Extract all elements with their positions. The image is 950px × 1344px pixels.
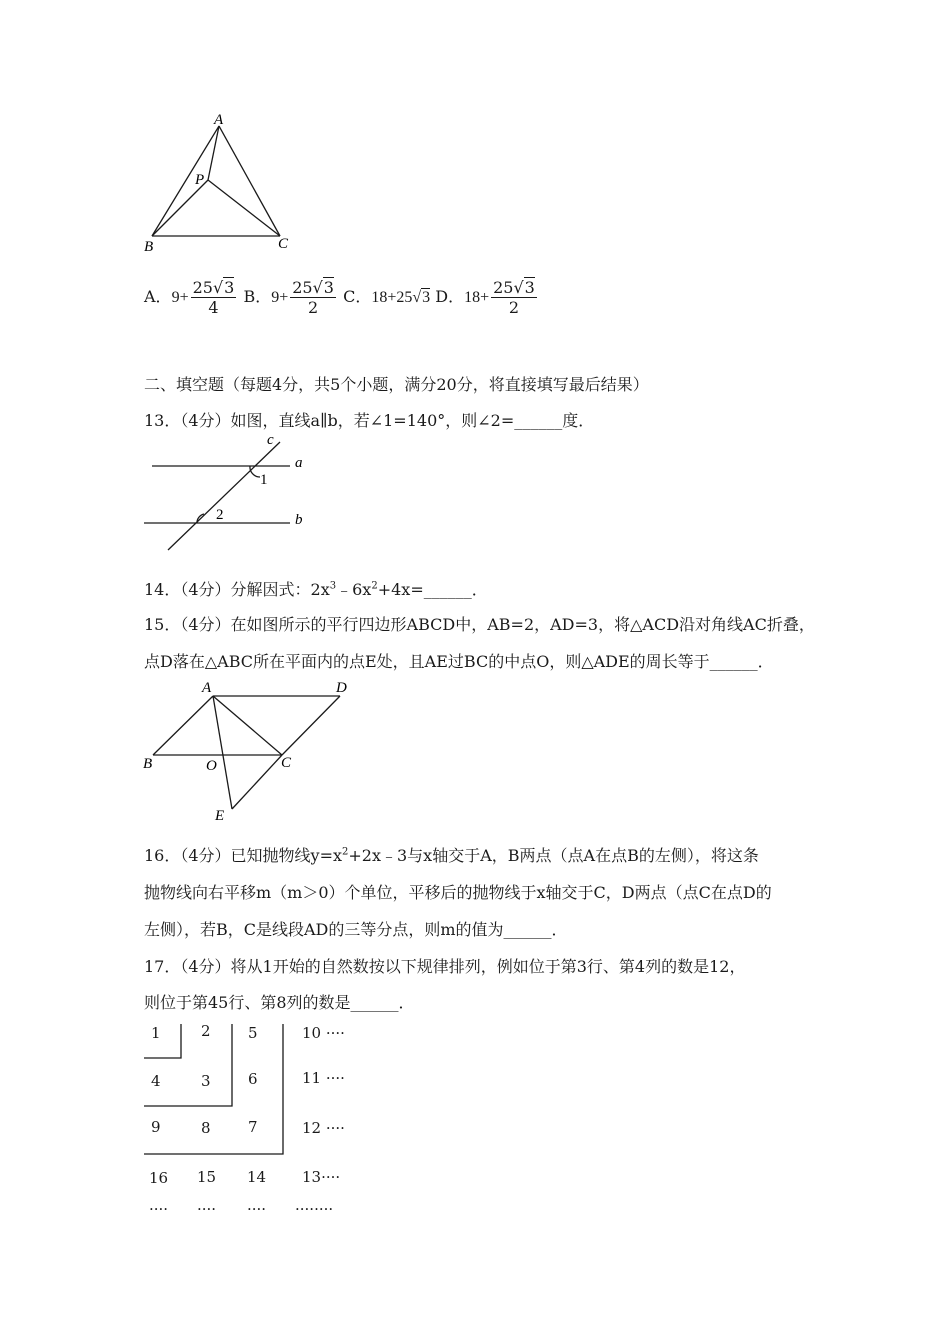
grid-cell-r2c4: 11 ···· bbox=[302, 1069, 345, 1087]
option-a-int: 9+ bbox=[171, 289, 189, 306]
grid-cell-r2c1: 4 bbox=[151, 1072, 161, 1090]
label-pb: B bbox=[143, 756, 153, 772]
grid-cell-r1c4: 10 ···· bbox=[302, 1024, 345, 1042]
q16-line-1: 16．（4分）已知抛物线$y=x^2+2x﹣3$与x轴交于A，B两点（点A在点B的左侧），将这条 bbox=[144, 846, 759, 865]
label-c: C bbox=[278, 236, 289, 252]
grid-cell-r4c4: 13···· bbox=[302, 1168, 341, 1186]
label-line-a: a bbox=[295, 455, 303, 471]
grid-cell-r4c2: 15 bbox=[197, 1168, 217, 1186]
label-angle-1: 1 bbox=[260, 472, 268, 488]
grid-cell-r4c1: 16 bbox=[149, 1169, 169, 1187]
option-c-value: 18+25√3 bbox=[371, 289, 431, 306]
grid-cell-r1c2: 2 bbox=[201, 1022, 211, 1040]
label-line-b: b bbox=[295, 512, 303, 528]
q13-text: 13．（4分）如图，直线a∥b，若∠1=140°，则∠2=______度． bbox=[144, 411, 595, 430]
q16-line-3: 左侧），若B，C是线段AD的三等分点，则m的值为______． bbox=[144, 920, 568, 939]
parallelogram-figure bbox=[140, 676, 360, 824]
q15-line-2: 点D落在△ABC所在平面内的点E处，且AE过BC的中点O，则△ADE的周长等于______． bbox=[144, 652, 774, 671]
option-c-label: C． bbox=[343, 287, 372, 306]
label-line-c: c bbox=[267, 432, 274, 448]
q17-line-1: 17．（4分）将从1开始的自然数按以下规律排列，例如位于第3行、第4列的数是12， bbox=[144, 957, 746, 976]
label-pd: D bbox=[336, 680, 347, 696]
q12-options bbox=[144, 278, 539, 317]
option-a-label: A． bbox=[144, 287, 172, 306]
grid-cell-r3c4: 12 ···· bbox=[302, 1119, 345, 1137]
number-grid-figure bbox=[140, 1018, 380, 1228]
grid-cell-r2c2: 3 bbox=[201, 1072, 211, 1090]
grid-cell-r1c3: 5 bbox=[248, 1024, 258, 1042]
label-angle-2: 2 bbox=[216, 507, 224, 523]
option-d-fraction: $\frac{25√3}{2}$ bbox=[493, 278, 535, 317]
option-b-label: B． bbox=[243, 287, 272, 306]
label-p: P bbox=[195, 172, 205, 188]
grid-cell-r3c2: 8 bbox=[201, 1119, 211, 1137]
label-pc: C bbox=[281, 755, 292, 771]
label-pa: A bbox=[202, 680, 212, 696]
option-b-int: 9+ bbox=[271, 289, 289, 306]
option-d-int: 18+ bbox=[464, 289, 490, 306]
grid-cell-r4c3: 14 bbox=[247, 1168, 267, 1186]
grid-cell-r5c4: ········ bbox=[295, 1200, 334, 1218]
q15-line-1: 15．（4分）在如图所示的平行四边形ABCD中，AB=2，AD=3，将△ACD沿对角线AC折叠， bbox=[144, 615, 815, 634]
q17-line-2: 则位于第45行、第8列的数是______． bbox=[144, 993, 415, 1012]
option-a-fraction: $\frac{25√3}{4}$ bbox=[192, 278, 235, 317]
grid-cell-r3c3: 7 bbox=[248, 1118, 258, 1136]
q14-text: 14．（4分）分解因式：$2x^3﹣6x^2+4x=\_\_\_\_\_\_$． bbox=[144, 580, 488, 599]
q16-line-2: 抛物线向右平移m（m＞0）个单位，平移后的抛物线于x轴交于C，D两点（点C在点D的 bbox=[144, 883, 772, 902]
label-b: B bbox=[144, 239, 154, 255]
label-po: O bbox=[206, 758, 217, 774]
grid-cell-r3c1: 9 bbox=[151, 1118, 161, 1136]
label-pe: E bbox=[215, 808, 225, 824]
grid-cell-r2c3: 6 bbox=[248, 1070, 258, 1088]
grid-cell-r1c1: 1 bbox=[151, 1024, 161, 1042]
parallel-lines-figure bbox=[140, 432, 320, 556]
grid-cell-r5c2: ···· bbox=[197, 1200, 217, 1218]
option-b-fraction: $\frac{25√3}{2}$ bbox=[292, 278, 334, 317]
grid-cell-r5c3: ···· bbox=[247, 1200, 267, 1218]
grid-cell-r5c1: ···· bbox=[149, 1200, 169, 1218]
section-heading: 二、填空题（每题4分，共5个小题，满分20分，将直接填写最后结果） bbox=[144, 375, 649, 394]
option-d-label: D． bbox=[435, 287, 465, 306]
label-a: A bbox=[214, 112, 224, 128]
triangle-figure bbox=[140, 110, 300, 260]
